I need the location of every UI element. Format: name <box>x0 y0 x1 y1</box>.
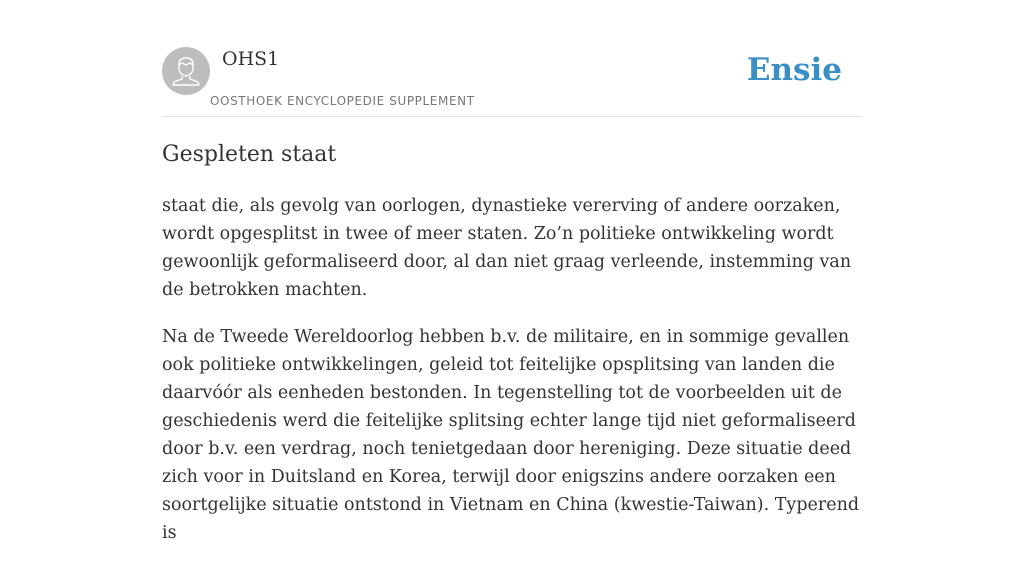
author-name[interactable]: OHS1 <box>222 48 280 70</box>
brand-logo[interactable]: Ensie <box>746 52 842 88</box>
source-label[interactable]: OOSTHOEK ENCYCLOPEDIE SUPPLEMENT <box>210 94 475 108</box>
paragraph: Na de Tweede Wereldoorlog hebben b.v. de militaire, en in sommige gevallen ook politieke ontwikkelingen, geleid tot feitelijke opsplitsing van landen die daarvóór als eenheden bestonden. In tegenstelling tot de voorbeelden uit de geschiedenis werd die feitelijke splitsing echter lange tijd niet geformaliseerd door b.v. een verdrag, noch tenietgedaan door hereniging. Deze situatie deed zich voor in Duitsland en Korea, terwijl door enigszins andere oorzaken een soortgelijke situatie ontstond in Vietnam en China (kwestie-Taiwan). Typerend is <box>162 327 860 543</box>
user-icon <box>162 47 210 95</box>
header <box>162 47 862 117</box>
avatar[interactable] <box>162 47 210 95</box>
article-body <box>162 192 862 566</box>
paragraph: staat die, als gevolg van oorlogen, dynastieke vererving of andere oorzaken, wordt opgesplitst in twee of meer staten. Zo’n politieke ontwikkeling wordt gewoonlijk geformaliseerd door, al dan niet graag verleende, instemming van de betrokken machten. <box>162 196 852 300</box>
page-title: Gespleten staat <box>162 142 337 167</box>
